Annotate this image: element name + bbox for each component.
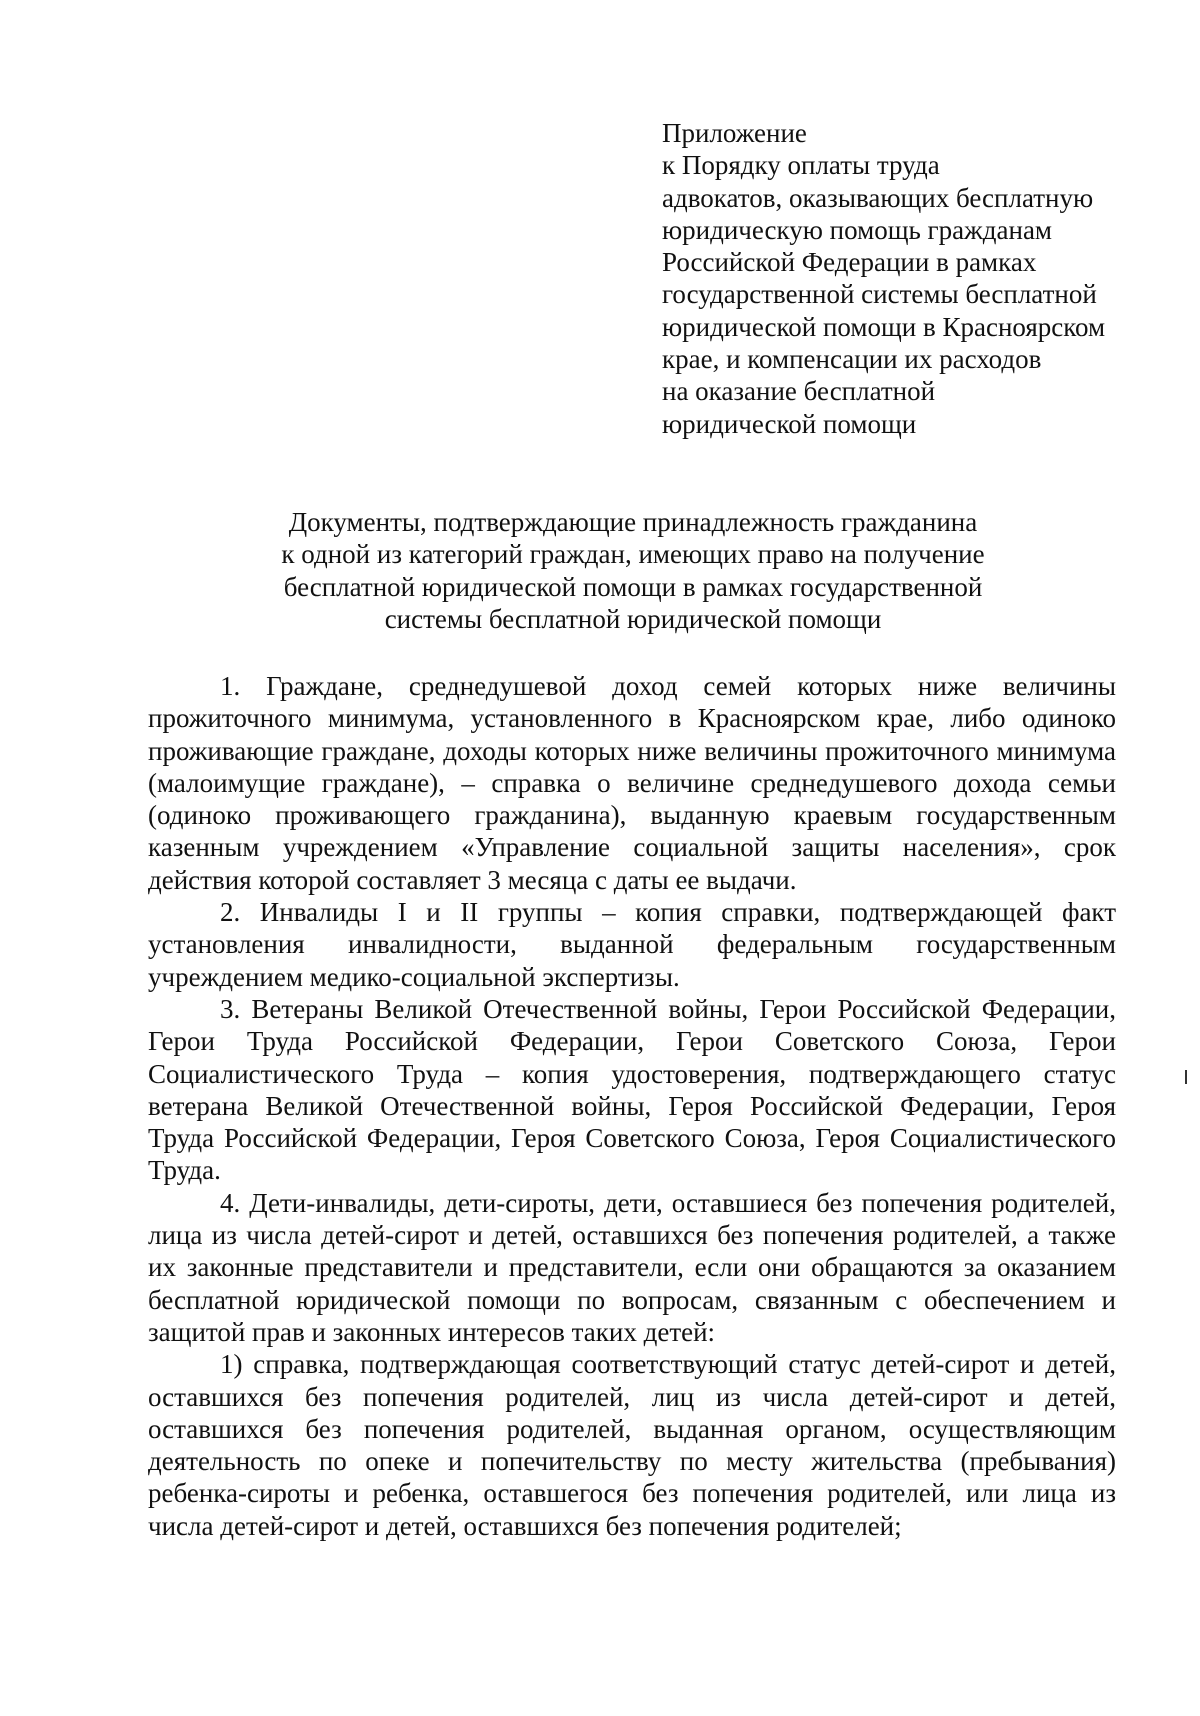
- paragraph-item-4: 4. Дети-инвалиды, дети-сироты, дети, оставшиеся без попечения родителей, лица из числа детей-сирот и детей, оставшихся без попечения родителей, а также их законные представители и представители, если они обращаются за оказанием бесплатной юридической помощи по вопросам, связанным с обеспечением и защитой прав и законных интересов таких детей:: [148, 1187, 1116, 1347]
- appendix-header: [662, 117, 1182, 440]
- scan-artifact-mark: [1185, 1070, 1187, 1084]
- title-line: Документы, подтверждающие принадлежность гражданина: [288, 507, 978, 537]
- paragraph-subitem-1: 1) справка, подтверждающая соответствующий статус детей-сирот и детей, оставшихся без попечения родителей, лиц из числа детей-сирот и детей, оставшихся без попечения родителей, выданная органом, осуществляющим деятельность по опеке и попечительству по месту жительства (пребывания) ребенка-сироты и ребенка, оставшегося без попечения родителей, или лица из числа детей-сирот и детей, оставшихся без попечения родителей;: [148, 1349, 1116, 1541]
- appendix-line: крае, и компенсации их расходов: [662, 344, 1042, 375]
- appendix-line: государственной системы бесплатной: [662, 279, 1097, 310]
- title-line: к одной из категорий граждан, имеющих право на получение: [281, 539, 985, 570]
- paragraph-item-1: 1. Граждане, среднедушевой доход семей которых ниже величины прожиточного минимума, установленного в Красноярском крае, либо одиноко проживающие граждане, доходы которых ниже величины прожиточного минимума (малоимущие граждане), – справка о величине среднедушевого дохода семьи (одиноко проживающего гражданина), выданную краевым государственным казенным учреждением «Управление социальной защиты населения», срок действия которой составляет 3 месяца с даты ее выдачи.: [148, 671, 1116, 895]
- title-line: бесплатной юридической помощи в рамках государственной: [283, 571, 983, 602]
- appendix-line: адвокатов, оказывающих бесплатную: [662, 182, 1094, 213]
- appendix-line: Приложение: [662, 118, 807, 148]
- appendix-line: юридическую помощь гражданам: [662, 214, 1053, 245]
- appendix-line: юридической помощи: [662, 408, 917, 439]
- document-body: [148, 670, 1116, 1542]
- paragraph-item-3: 3. Ветераны Великой Отечественной войны, Герои Российской Федерации, Герои Труда Российской Федерации, Герои Советского Союза, Герои Социалистического Труда – копия удостоверения, подтверждающего статус ветерана Великой Отечественной войны, Героя Российской Федерации, Героя Труда Российской Федерации, Героя Советского Союза, Героя Социалистического Труда.: [148, 993, 1116, 1186]
- appendix-line: на оказание бесплатной: [662, 376, 936, 407]
- paragraph-item-2: 2. Инвалиды I и II группы – копия справки, подтверждающей факт установления инвалидности, выданной федеральным государственным учреждением медико-социальной экспертизы.: [148, 897, 1116, 992]
- appendix-line: к Порядку оплаты труда: [662, 150, 940, 181]
- appendix-line: Российской Федерации в рамках: [662, 247, 1037, 278]
- appendix-line: юридической помощи в Красноярском: [662, 311, 1106, 342]
- title-line: системы бесплатной юридической помощи: [384, 603, 882, 634]
- document-title: [150, 506, 1116, 635]
